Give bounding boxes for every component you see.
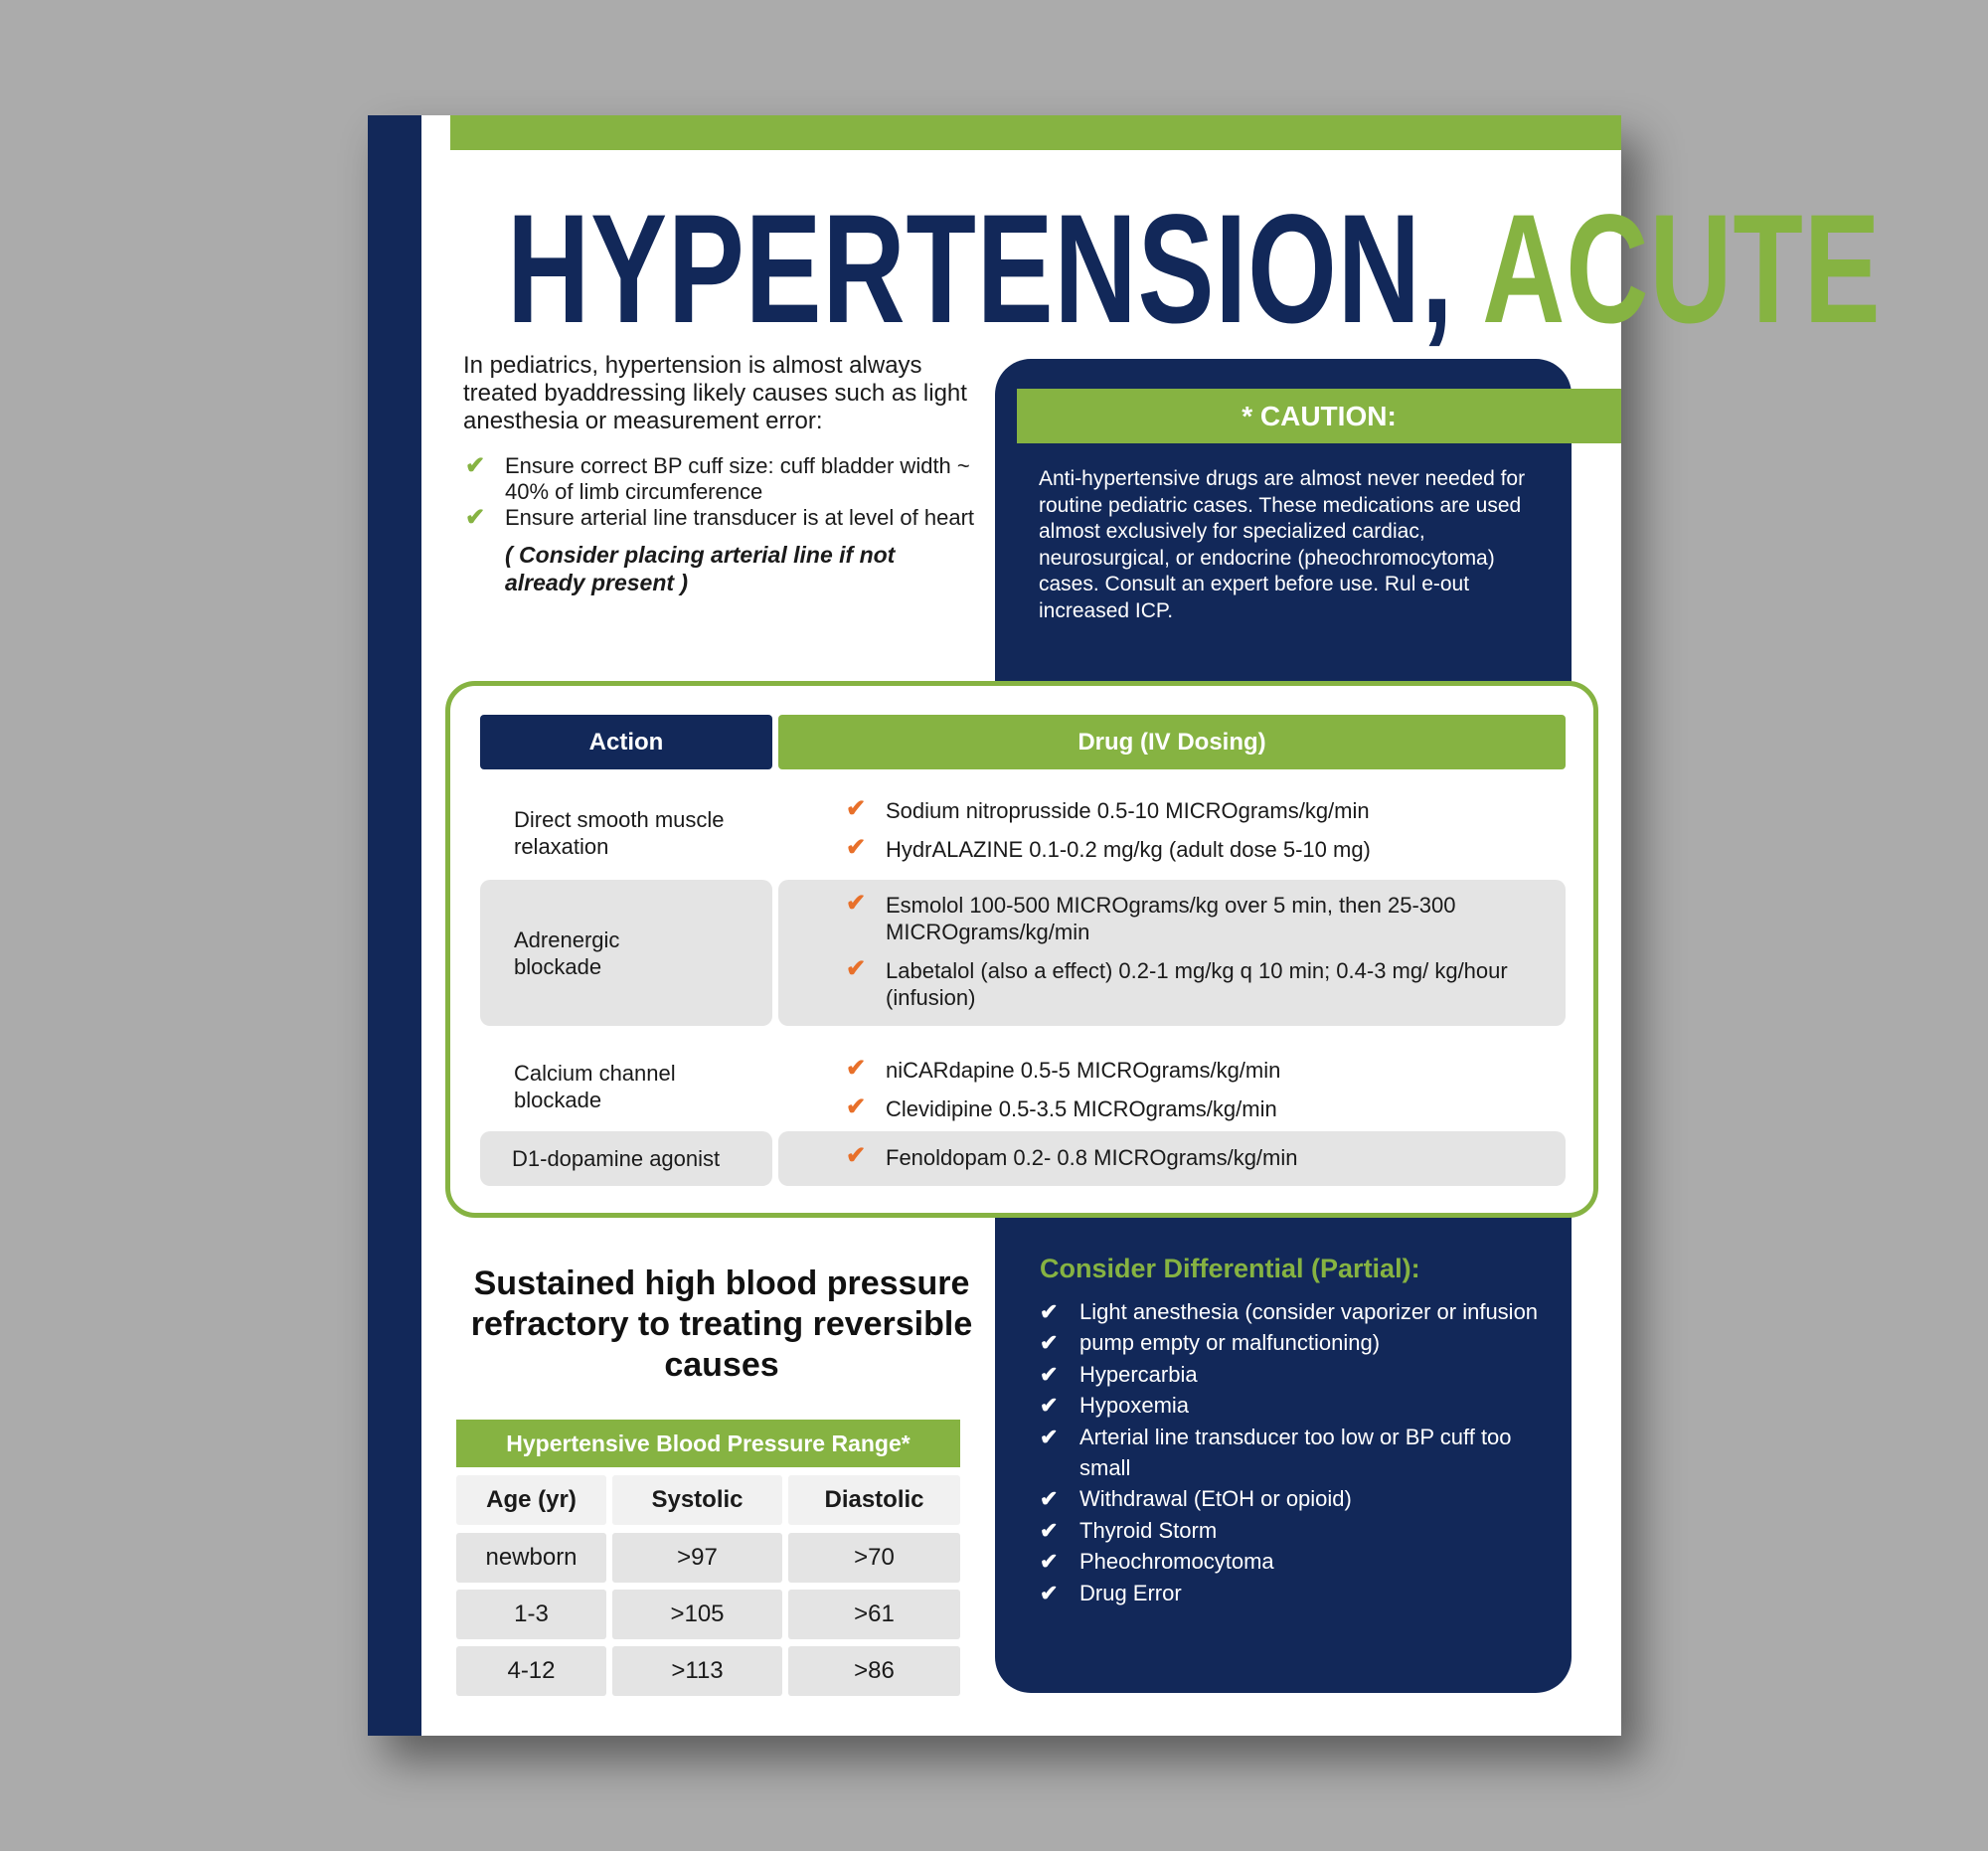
list-item — [1040, 1359, 1557, 1390]
list-item-text: Hypercarbia — [1079, 1361, 1198, 1387]
action-text: Direct smooth muscle relaxation — [514, 807, 725, 859]
list-item-text: Drug Error — [1079, 1580, 1182, 1605]
check-icon: ✔ — [846, 1142, 867, 1169]
drug-cell — [778, 1037, 1566, 1136]
drug-item — [846, 1055, 1566, 1084]
list-item — [1040, 1578, 1557, 1608]
bp-table-title: Hypertensive Blood Pressure Range* — [456, 1420, 960, 1467]
action-text: D1-dopamine agonist — [512, 1146, 721, 1171]
intro-item-text: Ensure correct BP cuff size: cuff bladder width ~ 40% of limb circumference — [505, 453, 970, 504]
bp-cell: >97 — [612, 1533, 782, 1583]
top-accent-bar — [450, 115, 1621, 150]
list-item-text: Withdrawal (EtOH or opioid) — [1079, 1486, 1352, 1512]
caution-title: * CAUTION: — [1017, 389, 1621, 443]
handout-page — [368, 115, 1882, 1736]
intro-section — [463, 352, 980, 596]
list-item-text: Thyroid Storm — [1079, 1517, 1218, 1543]
drug-text: Sodium nitroprusside 0.5-10 MICROgrams/kg/min — [886, 798, 1370, 823]
action-text: Adrenergic blockade — [514, 926, 620, 979]
intro-text: In pediatrics, hypertension is almost always treated byaddressing likely causes such as light anesthesia or measurement error: — [463, 352, 967, 434]
page-title — [507, 175, 1882, 364]
bp-cell: 4-12 — [456, 1646, 606, 1696]
differential-title: Consider Differential (Partial): — [1040, 1254, 1420, 1283]
check-icon: ✔ — [846, 955, 867, 982]
list-item — [1040, 1422, 1557, 1484]
check-icon: ✔ — [846, 1055, 867, 1082]
drug-cell — [778, 1131, 1566, 1186]
drug-item — [846, 795, 1566, 824]
check-icon: ✔ — [846, 890, 867, 917]
bp-header-age: Age (yr) — [456, 1475, 606, 1525]
intro-checklist — [463, 453, 980, 531]
action-text: Calcium channel blockade — [514, 1061, 676, 1112]
check-icon: ✔ — [1040, 1549, 1059, 1575]
check-icon: ✔ — [1040, 1330, 1059, 1356]
list-item — [1040, 1546, 1557, 1577]
check-icon: ✔ — [846, 834, 867, 861]
check-icon: ✔ — [465, 504, 486, 531]
sustained-heading: Sustained high blood pressure refractory to treating reversible causes — [470, 1264, 973, 1384]
drug-item — [846, 834, 1566, 863]
drug-item — [846, 1094, 1566, 1122]
list-item-text: Hypoxemia — [1079, 1393, 1190, 1419]
check-icon: ✔ — [1040, 1486, 1059, 1512]
bp-cell: >86 — [788, 1646, 960, 1696]
bp-cell: >105 — [612, 1590, 782, 1639]
list-item — [1040, 1483, 1557, 1514]
drug-text: HydrALAZINE 0.1-0.2 mg/kg (adult dose 5-10 mg) — [886, 837, 1371, 862]
check-icon: ✔ — [1040, 1361, 1059, 1387]
bp-cell: >61 — [788, 1590, 960, 1639]
drug-text: Fenoldopam 0.2- 0.8 MICROgrams/kg/min — [886, 1145, 1298, 1170]
list-item-text: Arterial line transducer too low or BP cuff too small — [1079, 1424, 1512, 1481]
bp-cell: 1-3 — [456, 1590, 606, 1639]
check-icon: ✔ — [846, 1094, 867, 1120]
list-item-text: Pheochromocytoma — [1079, 1549, 1274, 1575]
drug-item — [846, 890, 1492, 945]
caution-text: Anti-hypertensive drugs are almost never needed for routine pediatric cases. These medications are used almost exclusively for specialized cardiac, neurosurgical, or endocrine (pheochromocytoma) cases. Consult an expert before use. Rul e-out increased ICP. — [1039, 467, 1526, 622]
drug-item — [846, 955, 1522, 1011]
intro-item — [463, 505, 980, 531]
drug-column-header: Drug (IV Dosing) — [778, 715, 1566, 769]
bp-cell: >70 — [788, 1533, 960, 1583]
drug-text: Clevidipine 0.5-3.5 MICROgrams/kg/min — [886, 1096, 1277, 1121]
drug-text: Esmolol 100-500 MICROgrams/kg over 5 min, then 25-300 MICROgrams/kg/min — [886, 893, 1456, 944]
action-cell — [480, 880, 772, 1026]
check-icon: ✔ — [1040, 1299, 1059, 1324]
intro-note: ( Consider placing arterial line if not already present ) — [505, 542, 896, 595]
list-item — [1040, 1327, 1557, 1358]
check-icon: ✔ — [1040, 1424, 1059, 1449]
bp-header-systolic: Systolic — [612, 1475, 782, 1525]
check-icon: ✔ — [1040, 1517, 1059, 1543]
action-cell — [480, 1037, 772, 1136]
drug-cell — [778, 783, 1566, 883]
list-item — [1040, 1390, 1557, 1421]
check-icon: ✔ — [846, 795, 867, 822]
title-part-2: ACUTE — [1482, 183, 1882, 356]
left-stripe — [368, 115, 421, 1736]
action-cell — [480, 1131, 772, 1186]
action-cell — [480, 783, 772, 883]
drug-text: Labetalol (also a effect) 0.2-1 mg/kg q 10 min; 0.4-3 mg/ kg/hour (infusion) — [886, 958, 1508, 1010]
check-icon: ✔ — [1040, 1580, 1059, 1605]
intro-item — [463, 453, 980, 505]
list-item — [1040, 1515, 1557, 1546]
drug-cell — [778, 880, 1566, 1026]
drug-item — [846, 1142, 1566, 1171]
title-part-1: HYPERTENSION, — [507, 183, 1454, 356]
bp-cell: >113 — [612, 1646, 782, 1696]
bp-header-diastolic: Diastolic — [788, 1475, 960, 1525]
list-item-text: Light anesthesia (consider vaporizer or infusion — [1079, 1299, 1539, 1324]
intro-item-text: Ensure arterial line transducer is at level of heart — [505, 505, 975, 530]
check-icon: ✔ — [1040, 1393, 1059, 1419]
bp-cell: newborn — [456, 1533, 606, 1583]
differential-list — [1040, 1296, 1557, 1608]
action-column-header: Action — [480, 715, 772, 769]
check-icon: ✔ — [465, 452, 486, 479]
list-item — [1040, 1296, 1557, 1327]
list-item-text: pump empty or malfunctioning) — [1079, 1330, 1381, 1356]
drug-text: niCARdapine 0.5-5 MICROgrams/kg/min — [886, 1058, 1281, 1083]
